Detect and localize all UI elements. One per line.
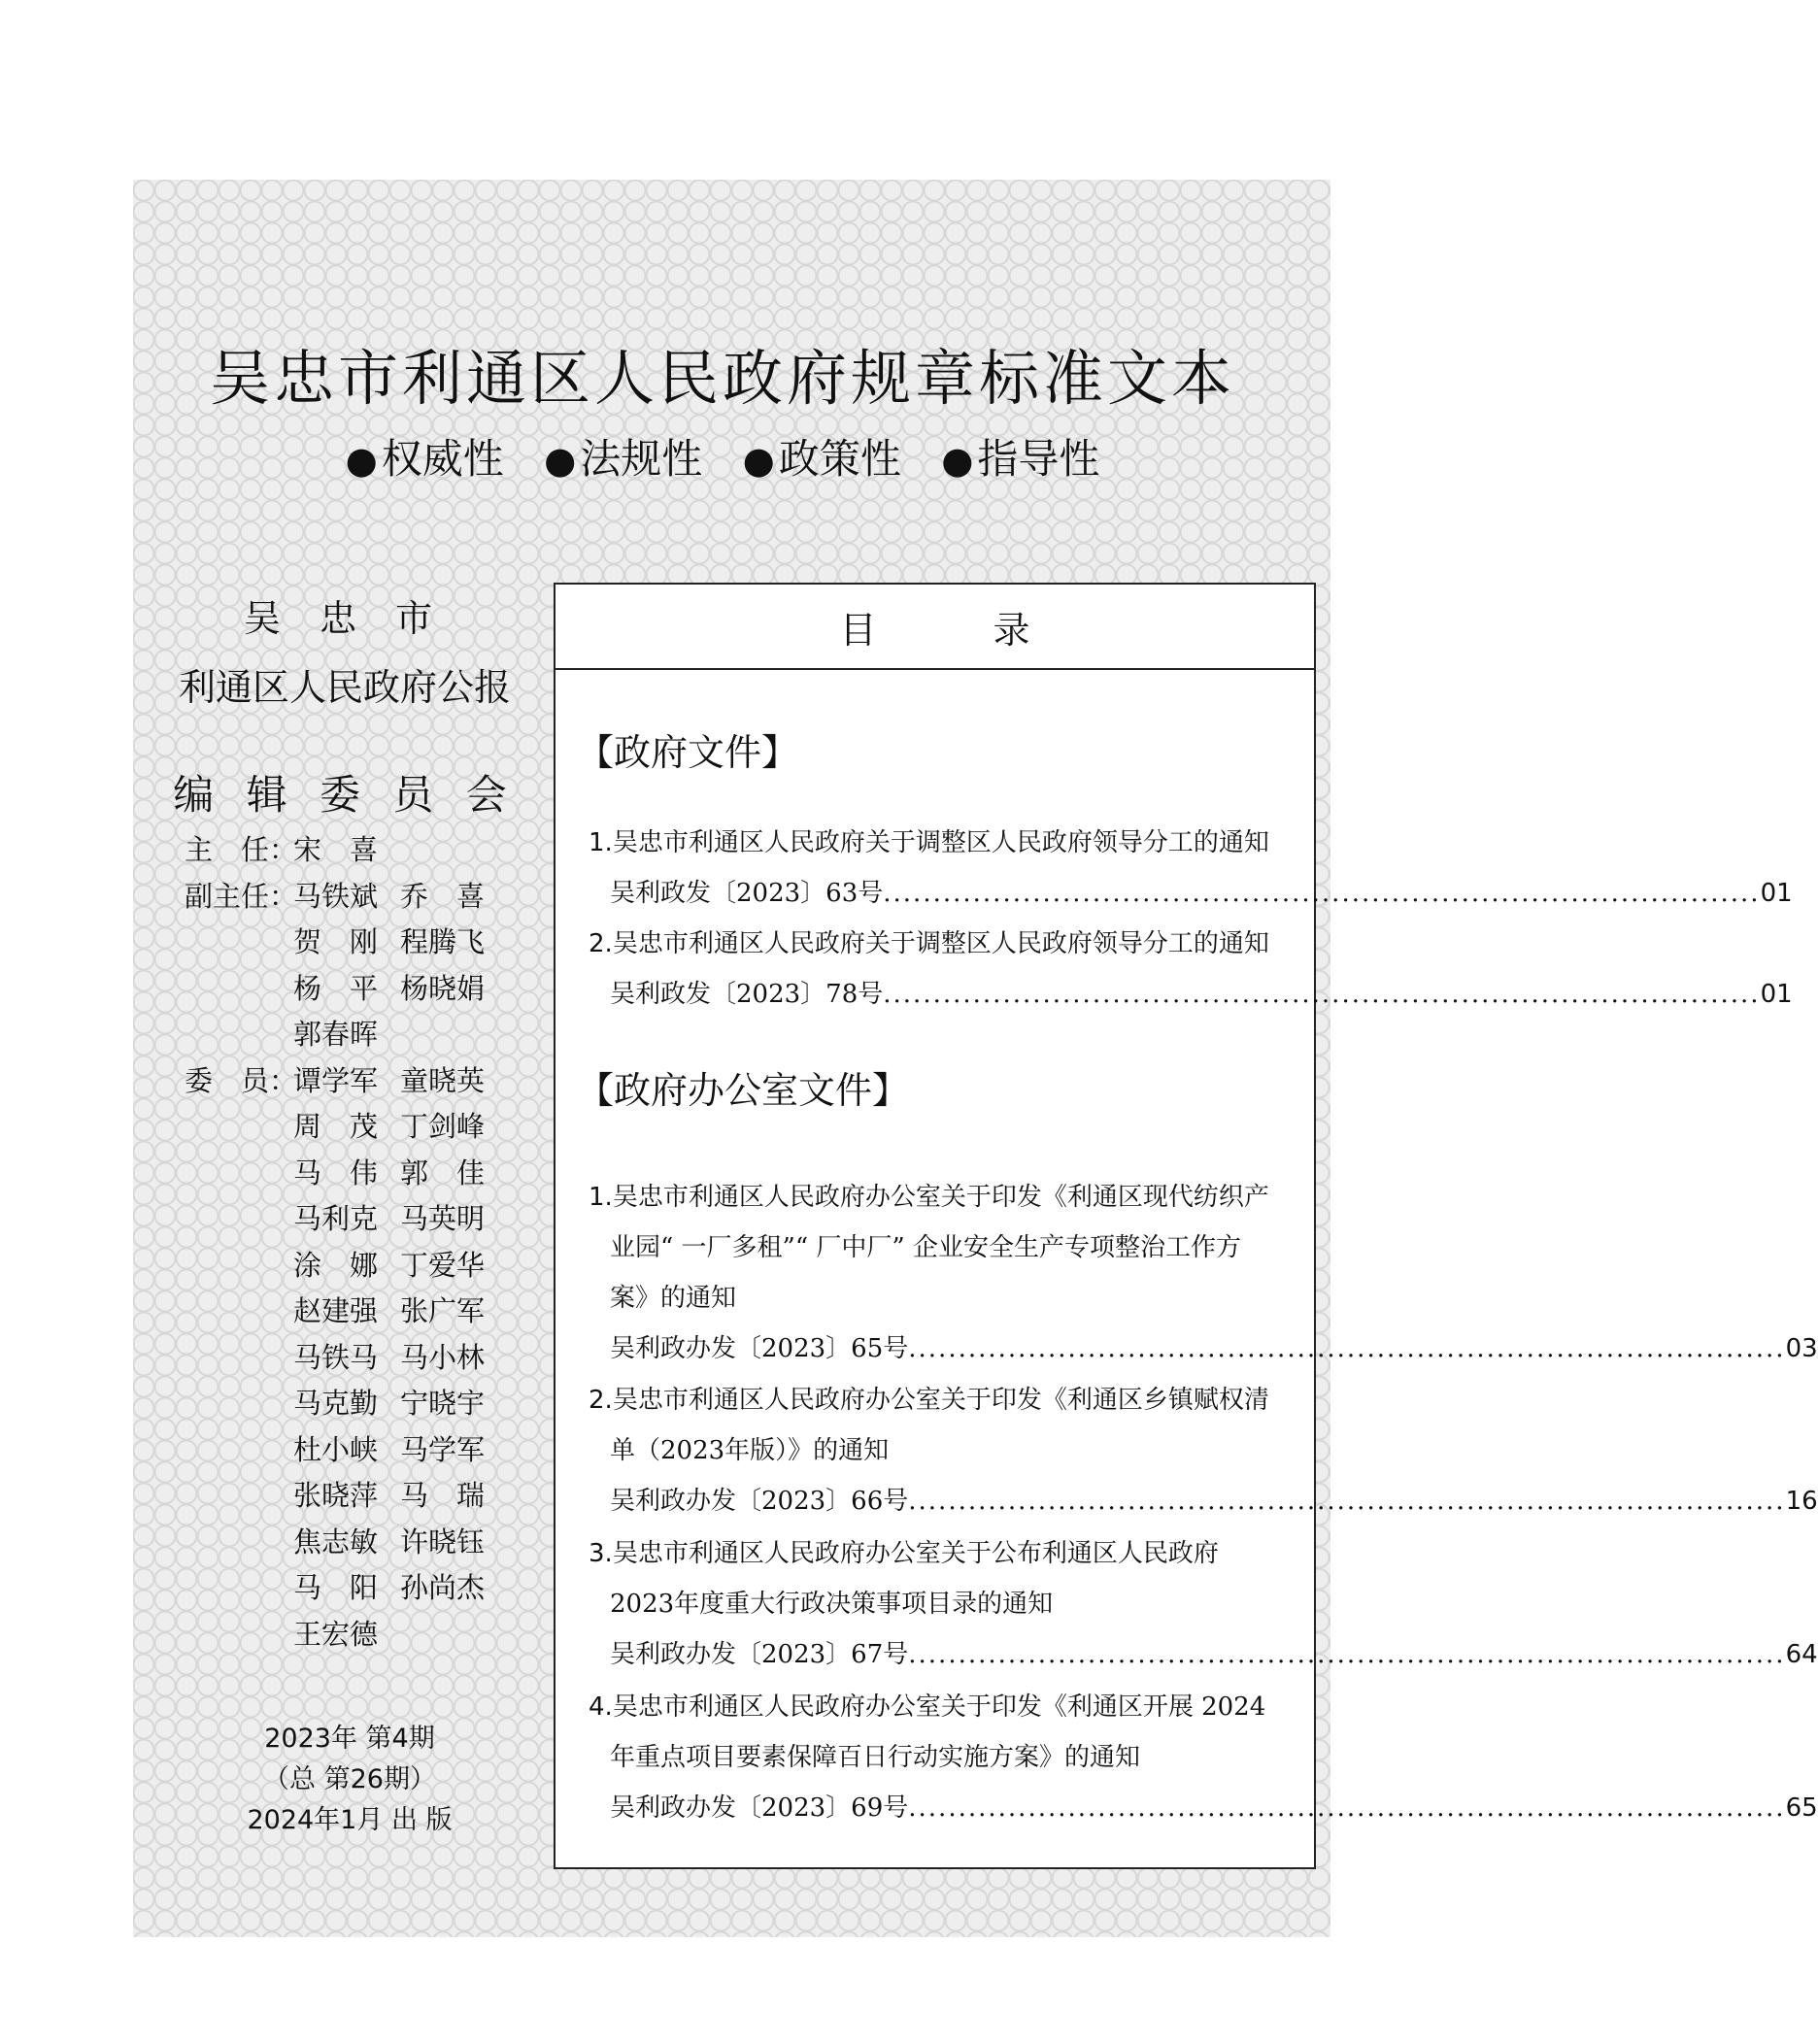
member-role: 主 任： xyxy=(185,833,298,867)
committee-member-list xyxy=(185,825,534,1656)
member-name: 马 瑞 xyxy=(400,1479,486,1513)
member-role: 委 员： xyxy=(185,1063,298,1097)
issue-info xyxy=(194,1719,505,1841)
member-name: 孙尚杰 xyxy=(400,1571,486,1605)
bullet-icon: ● xyxy=(742,439,775,482)
attribute-tags xyxy=(0,427,1445,486)
tag-guidance: ●指导性 xyxy=(941,435,1100,483)
member-name: 周 茂 xyxy=(293,1110,379,1144)
member-row xyxy=(185,1010,534,1056)
member-name: 马英明 xyxy=(400,1202,486,1236)
member-row xyxy=(185,1425,534,1472)
publish-date: 2024年1月 出 版 xyxy=(247,1805,453,1835)
member-name: 丁爱华 xyxy=(400,1248,486,1282)
member-name: 丁剑峰 xyxy=(400,1110,486,1144)
toc-item[interactable]: 2.吴忠市利通区人民政府关于调整区人民政府领导分工的通知 吴利政发〔2023〕78号 ........................................................................................ 01 xyxy=(589,929,1793,1009)
toc-item[interactable]: 3.吴忠市利通区人民政府办公室关于公布利通区人民政府 2023年度重大行政决策事项目录的通知 吴利政办发〔2023〕67号 ........................................................................................ 64 xyxy=(589,1539,1818,1669)
tag-authority: ●权威性 xyxy=(345,435,504,483)
member-name: 杨晓娟 xyxy=(400,971,486,1005)
member-name: 赵建强 xyxy=(293,1294,379,1328)
toc-item[interactable]: 1.吴忠市利通区人民政府办公室关于印发《利通区现代纺织产 业园“ 一厂多租”“ 厂中厂” 企业安全生产专项整治工作方 案》的通知 吴利政办发〔2023〕65号 ........................................................................................ 03 xyxy=(589,1183,1818,1363)
member-name: 马克勤 xyxy=(293,1387,379,1421)
member-row xyxy=(185,872,534,919)
document-title: 吴忠市利通区人民政府规章标准文本 xyxy=(209,343,1235,414)
tag-policy: ●政策性 xyxy=(742,435,901,483)
member-row xyxy=(185,1287,534,1333)
member-name: 马铁马 xyxy=(293,1340,379,1374)
masthead-city: 吴 忠 市 xyxy=(243,597,447,640)
section-title: 【政府办公室文件】 xyxy=(577,1069,910,1112)
member-row xyxy=(185,1563,534,1610)
member-name: 杨 平 xyxy=(293,971,379,1005)
issue-total: （总 第26期） xyxy=(263,1764,436,1794)
masthead xyxy=(155,583,534,821)
member-name: 张晓萍 xyxy=(293,1479,379,1513)
toc-item[interactable]: 2.吴忠市利通区人民政府办公室关于印发《利通区乡镇赋权清 单（2023年版）》的通知 吴利政办发〔2023〕66号 ........................................................................................ 16 xyxy=(589,1386,1818,1516)
table-of-contents xyxy=(554,583,1818,1869)
bullet-icon: ● xyxy=(544,439,577,482)
editorial-committee-heading: 编 辑 委 员 会 xyxy=(173,771,517,819)
issue-number: 2023年 第4期 xyxy=(264,1724,435,1754)
member-name: 童晓英 xyxy=(400,1063,486,1097)
member-row xyxy=(185,1518,534,1564)
member-name: 宋 喜 xyxy=(293,833,379,867)
bullet-icon: ● xyxy=(345,439,378,482)
member-row xyxy=(185,1056,534,1103)
member-name: 马小林 xyxy=(400,1340,486,1374)
member-row xyxy=(185,918,534,964)
tag-regulatory: ●法规性 xyxy=(544,435,703,483)
member-row xyxy=(185,1149,534,1195)
toc-item[interactable]: 1.吴忠市利通区人民政府关于调整区人民政府领导分工的通知 吴利政发〔2023〕63号 ........................................................................................ 01 xyxy=(589,828,1793,908)
member-name: 焦志敏 xyxy=(293,1525,379,1558)
member-row xyxy=(185,1471,534,1518)
member-name: 马铁斌 xyxy=(293,879,379,913)
member-name: 杜小峡 xyxy=(293,1432,379,1466)
toc-item[interactable]: 4.吴忠市利通区人民政府办公室关于印发《利通区开展 2024 年重点项目要素保障百日行动实施方案》的通知 吴利政办发〔2023〕69号 ........................................................................................ 65 xyxy=(589,1692,1818,1823)
member-row xyxy=(185,825,534,872)
member-name: 程腾飞 xyxy=(400,925,486,959)
member-name: 王宏德 xyxy=(293,1617,379,1651)
member-name: 马利克 xyxy=(293,1202,379,1236)
masthead-publication: 利通区人民政府公报 xyxy=(178,666,511,709)
member-row xyxy=(185,1241,534,1288)
member-name: 马学军 xyxy=(400,1432,486,1466)
member-name: 马 阳 xyxy=(293,1571,379,1605)
member-row xyxy=(185,1102,534,1149)
toc-heading: 目录 xyxy=(556,585,1314,670)
member-name: 谭学军 xyxy=(293,1063,379,1097)
member-name: 郭春晖 xyxy=(293,1018,379,1052)
member-row xyxy=(185,1379,534,1425)
member-name: 乔 喜 xyxy=(400,879,486,913)
member-name: 涂 娜 xyxy=(293,1248,379,1282)
member-role: 副主任： xyxy=(185,879,298,913)
member-name: 马 伟 xyxy=(293,1156,379,1190)
member-name: 郭 佳 xyxy=(400,1156,486,1190)
member-row xyxy=(185,1194,534,1241)
member-row xyxy=(185,1333,534,1380)
section-title: 【政府文件】 xyxy=(577,731,799,774)
member-name: 许晓钰 xyxy=(400,1525,486,1558)
member-name: 贺 刚 xyxy=(293,925,379,959)
member-name: 宁晓宇 xyxy=(400,1387,486,1421)
member-row xyxy=(185,964,534,1011)
member-name: 张广军 xyxy=(400,1294,486,1328)
member-row xyxy=(185,1610,534,1657)
bullet-icon: ● xyxy=(941,439,974,482)
